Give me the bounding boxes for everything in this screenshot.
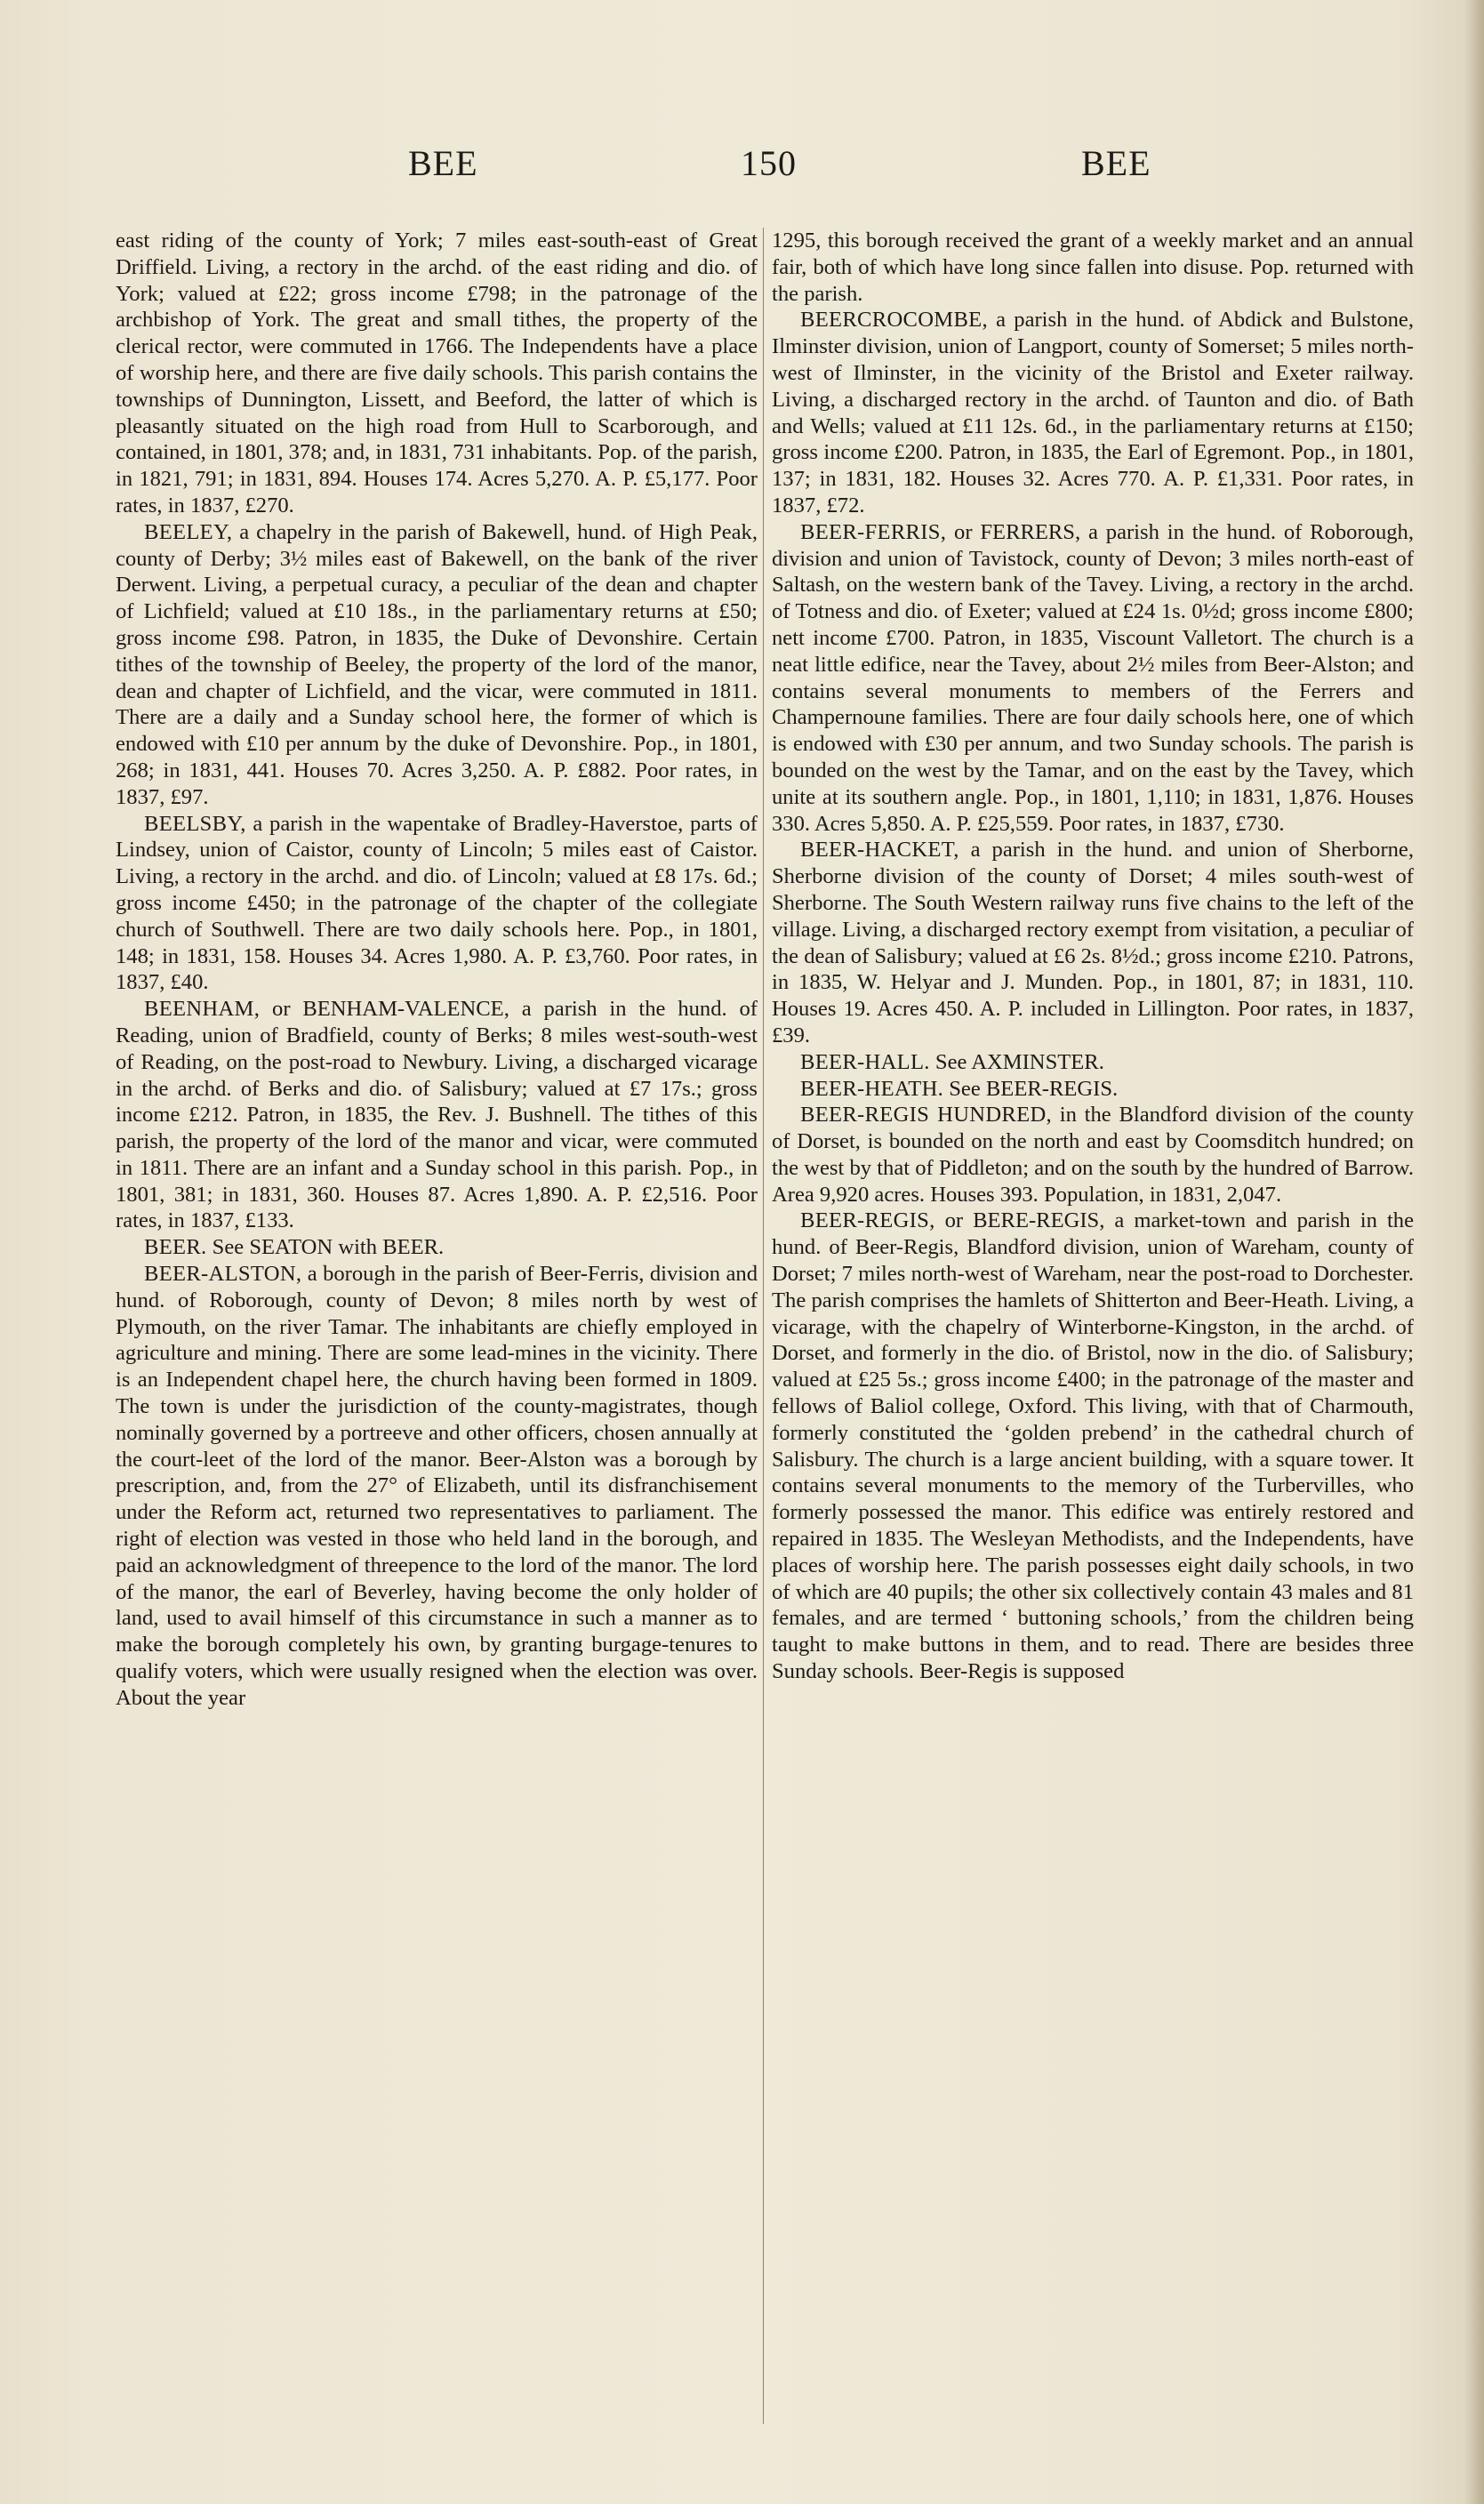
- entry-text: a parish in the wapentake of Bradley-Haverstoe, parts of Lindsey, union of Caistor, county of Lincoln; 5 miles east of Caistor. Living, a rectory in the archd. and dio. of Lincoln; valued at £8 17s. 6d.; gross income £450; in the patronage of the chapter of the collegiate church of Southwell. There are two daily schools here. Pop., in 1801, 148; in 1831, 158. Houses 34. Acres 1,980. A. P. £3,760. Poor rates, in 1837, £40.: [116, 811, 758, 995]
- entry: [772, 1208, 1414, 1684]
- left-column: [116, 228, 758, 2451]
- entry: [772, 307, 1414, 518]
- entry-text: or BENHAM-VALENCE, a parish in the hund. of Reading, union of Bradfield, county of Berks; 8 miles west-south-west of Reading, on the post-road to Newbury. Living, a discharged vicarage in the archd. of Berks and dio. of Salisbury; valued at £7 17s.; gross income £212. Patron, in 1835, the Rev. J. Bushnell. The tithes of this parish, the property of the lord of the manor and vicar, were commuted in 1811. There are an infant and a Sunday school in this parish. Pop., in 1801, 381; in 1831, 360. Houses 87. Acres 1,890. A. P. £2,516. Poor rates, in 1837, £133.: [116, 997, 758, 1233]
- page-number: 150: [741, 143, 797, 183]
- entry-text: 1295, this borough received the grant of a weekly market and an annual fair, both of which have long since fallen into disuse. Pop. returned with the parish.: [772, 229, 1414, 306]
- right-column: [772, 228, 1414, 2451]
- header-right-word: BEE: [1081, 143, 1151, 183]
- entry-headword: BEER.: [144, 1235, 207, 1260]
- entry-text: in the Blandford division of the county of Dorset, is bounded on the north and east by Coomsditch hundred; on the west by that of Piddleton; and on the south by the hundred of Barrow. Area 9,920 acres. Houses 393. Population, in 1831, 2,047.: [772, 1103, 1414, 1207]
- entry-text: a parish in the hund. and union of Sherborne, Sherborne division of the county of Dorset; 4 miles south-west of Sherborne. The South Western railway runs five chains to the left of the village. Living, a discharged rectory exempt from visitation, a peculiar of the dean of Salisbury; valued at £6 2s. 8½d.; gross income £210. Patrons, in 1835, W. Helyar and J. Munden. Pop., in 1801, 87; in 1831, 110. Houses 19. Acres 450. A. P. included in Lillington. Poor rates, in 1837, £39.: [772, 838, 1414, 1047]
- entry-text: or BERE-REGIS, a market-town and parish in the hund. of Beer-Regis, Blandford division, union of Wareham, county of Dorset; 7 miles north-west of Wareham, near the post-road to Dorchester. The parish comprises the hamlets of Shitterton and Beer-Heath. Living, a vicarage, with the chapelry of Winterborne-Kingston, in the archd. of Dorset, and formerly in the dio. of Bristol, now in the dio. of Salisbury; valued at £25 5s.; gross income £400; in the patronage of the master and fellows of Baliol college, Oxford. This living, with that of Charmouth, formerly constituted the ‘golden prebend’ in the cathedral church of Salisbury. The church is a large ancient building, with a square tower. It contains several monuments to the memory of the Turbervilles, who formerly possessed the manor. This edifice was entirely restored and repaired in 1835. The Wesleyan Methodists, and the Independents, have places of worship here. The parish possesses eight daily schools, in two of which are 40 pupils; the other six collectively contain 43 males and 81 females, and are termed ‘ buttoning schools,’ from the children being taught to make buttons in them, and to read. There are besides three Sunday schools. Beer-Regis is supposed: [772, 1208, 1414, 1684]
- entry-headword: BEER-HALL.: [800, 1049, 930, 1074]
- entry-text: a parish in the hund. of Abdick and Bulstone, Ilminster division, union of Langport, county of Somerset; 5 miles north-west of Ilminster, in the vicinity of the Bristol and Exeter railway. Living, a discharged rectory in the archd. of Taunton and dio. of Bath and Wells; valued at £11 12s. 6d., in the parliamentary returns at £150; gross income £200. Patron, in 1835, the Earl of Egremont. Pop., in 1801, 137; in 1831, 182. Houses 32. Acres 770. A. P. £1,331. Poor rates, in 1837, £72.: [772, 308, 1414, 518]
- entry: [772, 837, 1414, 1048]
- entry-headword: BEER-FERRIS,: [800, 519, 947, 544]
- entry-headword: BEELSBY,: [144, 811, 246, 836]
- running-header: [0, 142, 1484, 196]
- entry-headword: BEENHAM,: [144, 997, 261, 1022]
- entry: [116, 811, 758, 997]
- entry: [772, 1102, 1414, 1208]
- entry-text: a borough in the parish of Beer-Ferris, division and hund. of Roborough, county of Devon; 8 miles north by west of Plymouth, on the river Tamar. The inhabitants are chiefly employed in agriculture and mining. There are some lead-mines in the vicinity. There is an Independent chapel here, the church having been formed in 1809. The town is under the jurisdiction of the county-magistrates, though nominally governed by a portreeve and other officers, chosen annually at the court-leet of the lord of the manor. Beer-Alston was a borough by prescription, and, from the 27° of Elizabeth, until its disfranchisement under the Reform act, returned two representatives to parliament. The right of election was vested in those who held land in the borough, and paid an acknowledgment of threepence to the lord of the manor. The lord of the manor, the earl of Beverley, having become the only holder of land, used to avail himself of this circumstance in such a manner as to make the borough completely his own, by granting burgage-tenures to qualify voters, which were usually resigned when the election was over. About the year: [116, 1262, 758, 1710]
- entry: [116, 1234, 758, 1261]
- entry: [772, 1049, 1414, 1076]
- entry-headword: BEELEY,: [144, 519, 233, 544]
- column-divider: [763, 228, 764, 2424]
- entry: [772, 228, 1414, 307]
- entry-text: See SEATON with BEER.: [212, 1235, 445, 1260]
- page-edge-shadow: [1464, 0, 1484, 2504]
- header-left-word: BEE: [408, 143, 478, 183]
- entry-text: east riding of the county of York; 7 miles east-south-east of Great Driffield. Living, a rectory in the archd. of the east riding and dio. of York; valued at £22; gross income £798; in the patronage of the archbishop of York. The great and small tithes, the property of the clerical rector, were commuted in 1766. The Independents have a place of worship here, and there are five daily schools. This parish contains the townships of Dunnington, Lissett, and Beeford, the latter of which is pleasantly situated on the high road from Hull to Scarborough, and contained, in 1801, 378; and, in 1831, 731 inhabitants. Pop. of the parish, in 1821, 791; in 1831, 894. Houses 174. Acres 5,270. A. P. £5,177. Poor rates, in 1837, £270.: [116, 229, 758, 518]
- entry-text: See AXMINSTER.: [935, 1049, 1104, 1074]
- entry-text: a chapelry in the parish of Bakewell, hund. of High Peak, county of Derby; 3½ miles east of Bakewell, on the bank of the river Derwent. Living, a perpetual curacy, a peculiar of the dean and chapter of Lichfield; valued at £10 18s., in the parliamentary returns at £50; gross income £98. Patron, in 1835, the Duke of Devonshire. Certain tithes of the township of Beeley, the property of the lord of the manor, dean and chapter of Lichfield, and the vicar, were commuted in 1811. There are a daily and a Sunday school here, the former of which is endowed with £10 per annum by the duke of Devonshire. Pop., in 1801, 268; in 1831, 441. Houses 70. Acres 3,250. A. P. £882. Poor rates, in 1837, £97.: [116, 519, 758, 809]
- entry: [772, 1076, 1414, 1103]
- entry-headword: BEER-ALSTON,: [144, 1262, 302, 1287]
- entry-headword: BEER-REGIS HUNDRED,: [800, 1103, 1052, 1128]
- entry: [116, 1261, 758, 1712]
- entry-headword: BEER-HACKET,: [800, 838, 959, 863]
- entry-headword: BEERCROCOMBE,: [800, 308, 988, 333]
- entry: [772, 519, 1414, 838]
- entry-text: See BEER-REGIS.: [949, 1076, 1119, 1101]
- entry-headword: BEER-HEATH.: [800, 1076, 944, 1101]
- entry: [116, 228, 758, 519]
- entry-headword: BEER-REGIS,: [800, 1208, 935, 1233]
- entry: [116, 519, 758, 811]
- entry-text: or FERRERS, a parish in the hund. of Roborough, division and union of Tavistock, county of Devon; 3 miles north-east of Saltash, on the western bank of the Tavey. Living, a rectory in the archd. of Totness and dio. of Exeter; valued at £24 1s. 0½d; gross income £800; nett income £700. Patron, in 1835, Viscount Valletort. The church is a neat little edifice, near the Tavey, about 2½ miles from Beer-Alston; and contains several monuments to members of the Ferrers and Champernoune families. There are four daily schools here, one of which is endowed with £30 per annum, and two Sunday schools. The parish is bounded on the west by the Tamar, and on the east by the Tavey, which unite at its southern angle. Pop., in 1801, 1,110; in 1831, 1,876. Houses 330. Acres 5,850. A. P. £25,559. Poor rates, in 1837, £730.: [772, 519, 1414, 836]
- entry: [116, 996, 758, 1234]
